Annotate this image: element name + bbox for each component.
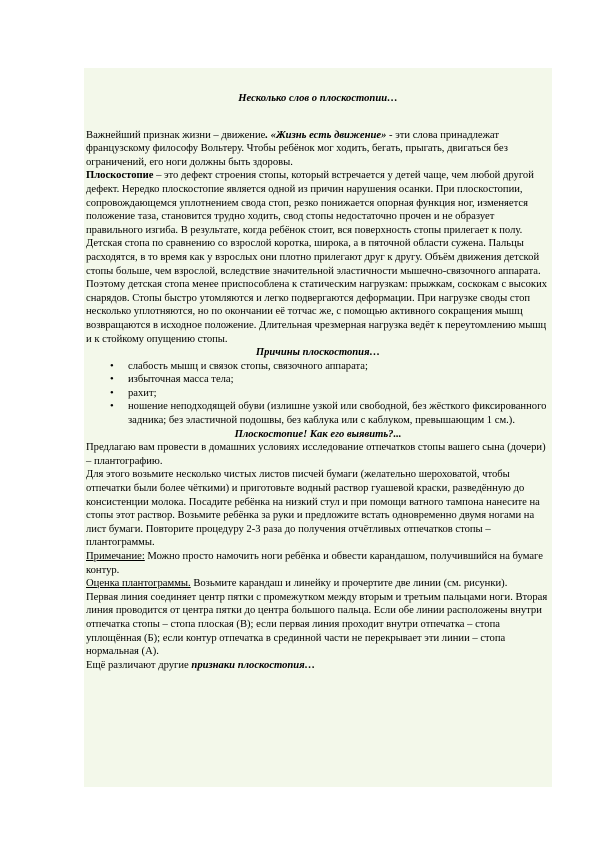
outro-text: Ещё различают другие	[86, 659, 192, 671]
list-item: • рахит;	[128, 387, 550, 401]
outro-bold: признаки плоскостопия…	[191, 659, 316, 671]
lines-paragraph: Первая линия соединяет центр пятки с промежутком между вторым и третьим пальцами ноги. Вторая линия проводится от центра пятки до центра большого пальца. Если обе линии расположены внутри отпечатка стопы – стопа плоская (В); если первая линия проходит внутри отпечатка – стопа уплощённая (Б); если контур отпечатка в срединной части не перекрывает эти линии – стопа нормальная (А).	[86, 591, 548, 658]
causes-heading: Причины плоскостопия…	[255, 347, 381, 359]
list-item: • слабость мышц и связок стопы, связочного аппарата;	[128, 360, 550, 374]
list-item: • избыточная масса тела;	[128, 373, 550, 387]
child-foot-paragraph: Детская стопа по сравнению со взрослой коротка, широка, а в пяточной области сужена. Пальцы расходятся, в то время как у взрослых они плотно прилегают друг к другу. Объём движения детской стопы больше, чем взрослой, вследствие значительной эластичности мышечно-связочного аппарата. Поэтому детская стопа менее приспособлена к статическим нагрузкам: прыжкам, соскокам с высоких снарядов. Стопы быстро утомляются и легко подвергаются деформации. При нагрузке своды стоп несколько уплотняются, но по окончании её тотчас же, с помощью активного сокращения мышц возвращаются в исходное положение. Длительная чрезмерная нагрузка ведёт к переутомлению мышц и к стойкому опущению стопы.	[86, 238, 548, 345]
outro-paragraph	[86, 659, 550, 673]
intro-paragraph	[86, 129, 550, 170]
definition-paragraph	[86, 169, 550, 237]
causes-list	[86, 360, 550, 428]
evaluation-text: Возьмите карандаш и линейку и прочертите две линии (см. рисунки).	[190, 578, 508, 590]
intro-rest: - эти слова принадлежат французскому философу Вольтеру. Чтобы ребёнок мог ходить, бегать, прыгать, двигаться без ограничений, его ноги должны быть здоровы.	[86, 129, 508, 168]
definition-term: Плоскостопие	[86, 170, 154, 182]
document-body	[86, 92, 550, 672]
voltaire-quote: . «Жизнь есть движение»	[265, 129, 387, 141]
definition-text: – это дефект строения стопы, который встречается у детей чаще, чем любой другой дефект. Нередко плоскостопие является одной из причин нарушения осанки. При плоскостопии, сопровождающемся уплотнением свода стоп, резко понижается опорная функция ног, изменяется положение таза, становится трудно ходить, свод стопы недостаточно прочен и не образует правильного изгиба. В результате, когда ребёнок стоит, вся поверхность стопы прилегает к полу.	[86, 170, 534, 236]
detect-heading: Плоскостопие! Как его выявить?...	[234, 428, 402, 440]
note-paragraph	[86, 550, 550, 577]
intro-lead: Важнейший признак жизни – движение	[86, 129, 266, 141]
evaluation-label: Оценка плантограммы.	[86, 578, 191, 590]
evaluation-paragraph	[86, 577, 550, 591]
detect-paragraph-1: Предлагаю вам провести в домашних условиях исследование отпечатков стопы вашего сына (дочери) – плантографию.	[86, 442, 546, 467]
note-label: Примечание:	[86, 551, 145, 562]
note-text: Можно просто намочить ноги ребёнка и обвести карандашом, получившийся на бумаге контур.	[86, 551, 543, 576]
detect-paragraph-2: Для этого возьмите несколько чистых листов писчей бумаги (желательно шероховатой, чтобы отпечатки были более чёткими) и приготовьте водный раствор гуашевой краски, разведённую до консистенции молока. Посадите ребёнка на низкий стул и при помощи ватного тампона нанесите на стопы этот раствор. Возьмите ребёнка за руки и предложите встать одновременно двумя ногами на лист бумаги. Повторите процедуру 2-3 раза до получения отчётливых отпечатков стопы – плантограммы.	[86, 469, 540, 549]
document-title: Несколько слов о плоскостопии…	[238, 93, 398, 104]
list-item: • ношение неподходящей обуви (излишне узкой или свободной, без жёсткого фиксированного задника; без эластичной подошвы, без каблука или с каблуком, превышающим 1 см.).	[128, 400, 550, 427]
